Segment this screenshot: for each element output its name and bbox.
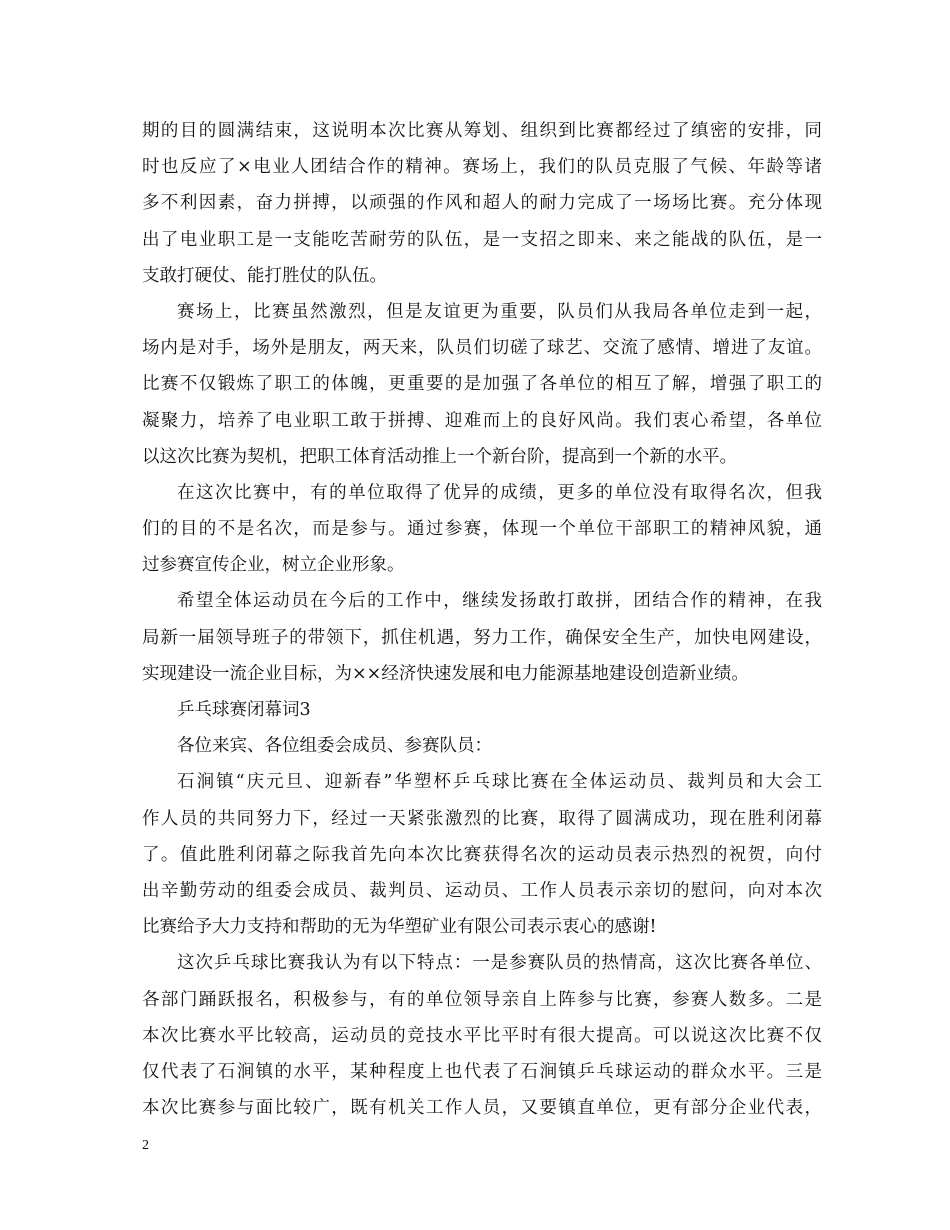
text-line: 出辛勤劳动的组委会成员、裁判员、运动员、工作人员表示亲切的慰问，向对本次 (142, 880, 822, 901)
text-line: 们的目的不是名次，而是参与。通过参赛，体现一个单位干部职工的精神风貌，通 (142, 519, 822, 540)
text-line: 时也反应了×电业人团结合作的精神。赛场上，我们的队员克服了气候、年龄等诸 (142, 157, 822, 178)
text-line: 期的目的圆满结束，这说明本次比赛从筹划、组织到比赛都经过了缜密的安排，同 (142, 121, 822, 141)
text-line: 仅代表了石涧镇的水平，某种程度上也代表了石涧镇乒乓球运动的群众水平。三是 (142, 1061, 822, 1082)
text-line: 比赛给予大力支持和帮助的无为华塑矿业有限公司表示衷心的感谢! (142, 917, 657, 938)
text-line: 各位来宾、各位组委会成员、参赛队员： (177, 736, 492, 757)
text-line: 局新一届领导班子的带领下，抓住机遇，努力工作，确保安全生产，加快电网建设， (142, 627, 822, 648)
text-line: 比赛不仅锻炼了职工的体魄，更重要的是加强了各单位的相互了解，增强了职工的 (142, 374, 822, 395)
text-line: 本次比赛参与面比较广，既有机关工作人员，又要镇直单位，更有部分企业代表， (142, 1098, 822, 1119)
text-line: 支敢打硬仗、能打胜仗的队伍。 (142, 265, 387, 286)
body-text (142, 113, 822, 1126)
text-line: 各部门踊跃报名，积极参与，有的单位领导亲自上阵参与比赛，参赛人数多。二是 (142, 989, 822, 1010)
text-line: 以这次比赛为契机，把职工体育活动推上一个新台阶，提高到一个新的水平。 (142, 446, 737, 467)
text-line: 这次乒乓球比赛我认为有以下特点：一是参赛队员的热情高，这次比赛各单位、 (177, 953, 822, 974)
text-line: 乒乓球赛闭幕词3 (177, 700, 311, 720)
text-line: 希望全体运动员在今后的工作中，继续发扬敢打敢拼，团结合作的精神，在我 (177, 591, 822, 612)
text-line: 凝聚力，培养了电业职工敢于拼搏、迎难而上的良好风尚。我们衷心希望，各单位 (142, 410, 822, 431)
page-number: 2 (142, 1138, 149, 1153)
text-line: 了。值此胜利闭幕之际我首先向本次比赛获得名次的运动员表示热烈的祝贺，向付 (142, 844, 822, 865)
text-line: 作人员的共同努力下，经过一天紧张激烈的比赛，取得了圆满成功，现在胜利闭幕 (142, 808, 822, 829)
text-line: 过参赛宣传企业，树立企业形象。 (142, 555, 405, 576)
text-line: 赛场上，比赛虽然激烈，但是友谊更为重要，队员们从我局各单位走到一起， (177, 301, 822, 322)
text-line: 石涧镇“庆元旦、迎新春”华塑杯乒乓球比赛在全体运动员、裁判员和大会工 (177, 772, 822, 793)
text-line: 场内是对手，场外是朋友，两天来，队员们切磋了球艺、交流了感情、增进了友谊。 (142, 338, 822, 359)
text-line: 实现建设一流企业目标，为××经济快速发展和电力能源基地建设创造新业绩。 (142, 663, 749, 684)
text-line: 在这次比赛中，有的单位取得了优异的成绩，更多的单位没有取得名次，但我 (177, 482, 822, 503)
text-line: 本次比赛水平比较高，运动员的竞技水平比平时有很大提高。可以说这次比赛不仅 (142, 1025, 822, 1046)
text-line: 多不利因素，奋力拼搏，以顽强的作风和超人的耐力完成了一场场比赛。充分体现 (142, 193, 822, 214)
text-line: 出了电业职工是一支能吃苦耐劳的队伍，是一支招之即来、来之能战的队伍，是一 (142, 229, 822, 250)
